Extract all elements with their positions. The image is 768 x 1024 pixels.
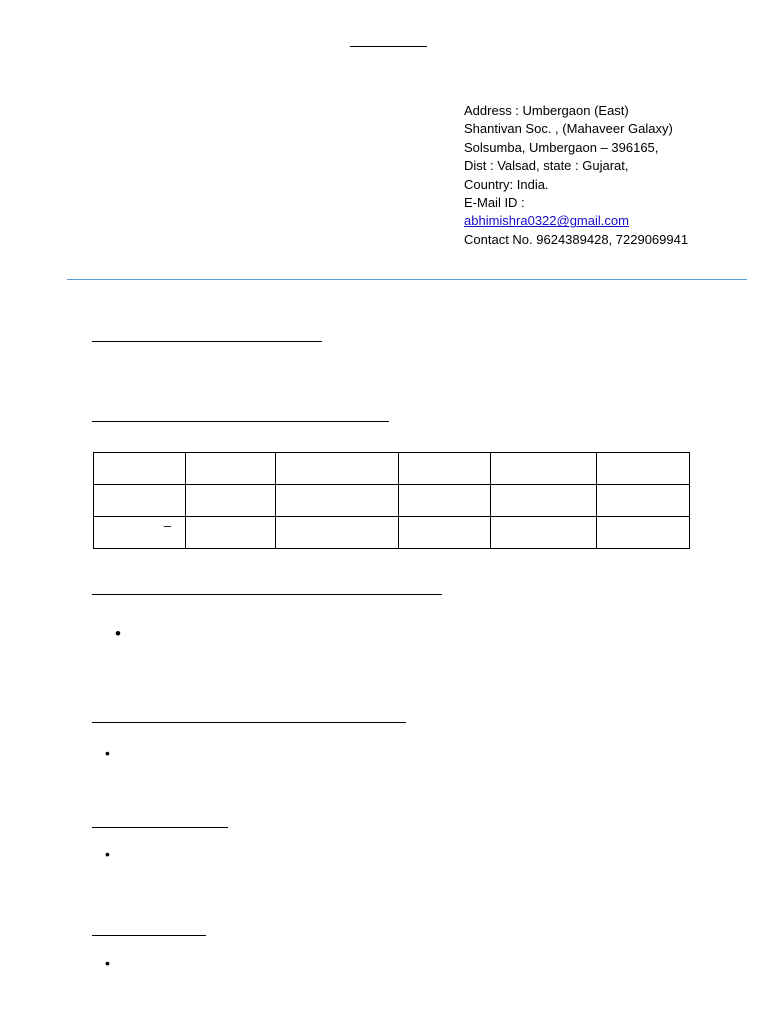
table-row [94, 453, 690, 485]
table-cell [491, 517, 597, 549]
section-heading-underline-6 [92, 935, 206, 936]
address-line-1: Address : Umbergaon (East) [464, 103, 629, 118]
table-cell [399, 453, 491, 485]
address-line-3: Solsumba, Umbergaon – 396165, [464, 139, 659, 155]
table-cell [186, 453, 276, 485]
section-heading-underline-3 [92, 594, 442, 595]
table-cell [491, 453, 597, 485]
cell-dash: – [163, 518, 171, 533]
education-table [93, 452, 690, 549]
table-cell [186, 517, 276, 549]
contact-block [464, 102, 754, 249]
title-underline [350, 46, 427, 47]
table-cell [94, 517, 186, 549]
address-country: Country: India. [464, 176, 549, 192]
table-cell [399, 517, 491, 549]
table-cell [597, 485, 690, 517]
table-cell [276, 517, 399, 549]
table-cell [186, 485, 276, 517]
list-bullet: • [105, 955, 110, 971]
table-cell [276, 485, 399, 517]
address-line-4: Dist : Valsad, state : Gujarat, [464, 158, 629, 174]
email-label: E-Mail ID : [464, 195, 525, 211]
section-heading-underline-5 [92, 827, 228, 828]
table-row [94, 517, 690, 549]
contact-numbers: Contact No. 9624389428, 7229069941 [464, 231, 689, 247]
table-cell [597, 517, 690, 549]
list-bullet: • [105, 846, 110, 862]
table-cell [94, 485, 186, 517]
list-bullet: • [105, 745, 110, 761]
table-cell [276, 453, 399, 485]
header-divider [67, 279, 747, 280]
email-link[interactable]: abhimishra0322@gmail.com [464, 213, 629, 229]
table-cell [491, 485, 597, 517]
section-heading-underline-2 [92, 421, 389, 422]
table-row [94, 485, 690, 517]
table-cell [597, 453, 690, 485]
list-bullet: • [115, 624, 121, 643]
table-cell [399, 485, 491, 517]
section-heading-underline-1 [92, 341, 322, 342]
address-line-2: Shantivan Soc. , (Mahaveer Galaxy) [464, 121, 673, 137]
section-heading-underline-4 [92, 722, 406, 723]
table-cell [94, 453, 186, 485]
